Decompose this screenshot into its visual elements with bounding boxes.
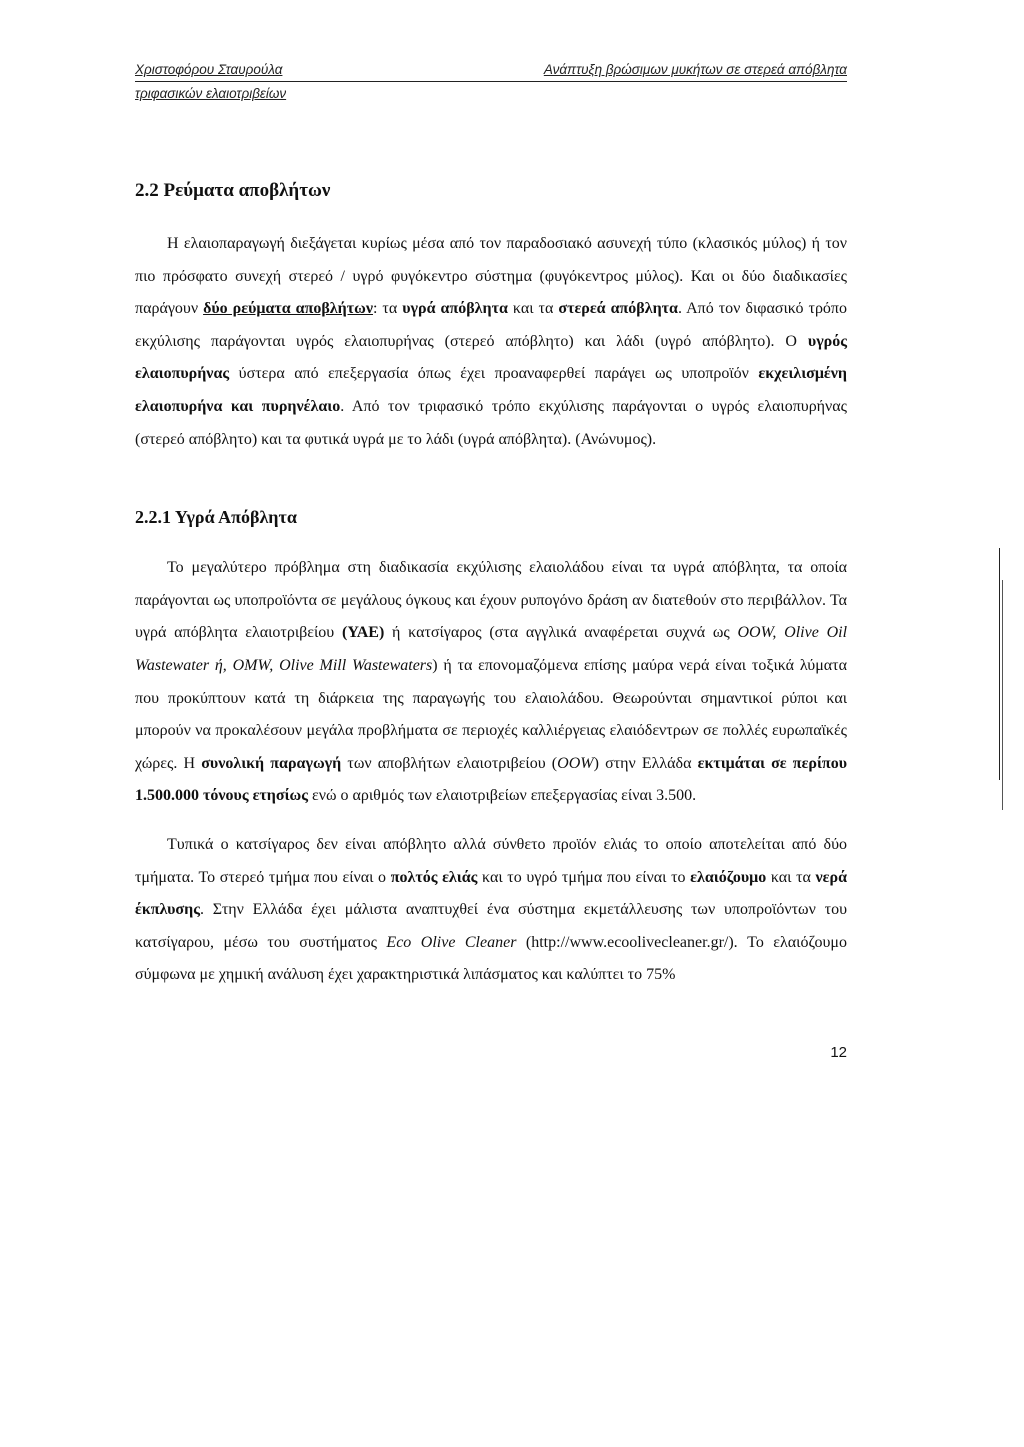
header-author: Χριστοφόρου Σταυρούλα [135,62,283,77]
margin-line [999,548,1000,780]
page-header [135,60,847,104]
document-body [135,176,847,992]
paragraph-liquid-waste: Το μεγαλύτερο πρόβλημα στη διαδικασία εκχύλισης ελαιολάδου είναι τα υγρά απόβλητα, τα οποία παράγονται ως υποπροϊόντα σε μεγάλους όγκους και έχουν ρυπογόνο δράση αν διατεθούν στο περιβάλλον. Τα υγρά απόβλητα ελαιοτριβείου (ΥΑΕ) ή κατσίγαρος (στα αγγλικά αναφέρεται συχνά ως OOW, Olive Oil Wastewater ή, OMW, Olive Mill Wastewaters) ή τα επονομαζόμενα επίσης μαύρα νερά είναι τοξικά λύματα που προκύπτουν κατά τη διάρκεια της παραγωγής του ελαιολάδου. Θεωρούνται σημαντικοί ρύποι και μπορούν να προκαλέσουν μεγάλα προβλήματα σε περιοχές καλλιέργειας ελαιόδεντρων σε πολλές ευρωπαϊκές χώρες. Η συνολική παραγωγή των αποβλήτων ελαιοτριβείου (OOW) στην Ελλάδα εκτιμάται σε περίπου 1.500.000 τόνους ετησίως ενώ ο αριθμός των ελαιοτριβείων επεξεργασίας είναι 3.500. [135,559,848,805]
paragraph-katsigaros: Τυπικά ο κατσίγαρος δεν είναι απόβλητο αλλά σύνθετο προϊόν ελιάς το οποίο αποτελείται από δύο τμήματα. Το στερεό τμήμα που είναι ο πολτός ελιάς και το υγρό τμήμα που είναι το ελαιόζουμο και τα νερά έκπλυσης. Στην Ελλάδα έχει μάλιστα αναπτυχθεί ένα σύστημα εκμετάλλευσης των υποπροϊόντων του κατσίγαρου, μέσω του συστήματος Eco Olive Cleaner (http://www.ecoolivecleaner.gr/). Το ελαιόζουμο σύμφωνα με χημική ανάλυση έχει χαρακτηριστικά λιπάσματος και καλύπτει το 75% [135,835,847,984]
page-number: 12 [830,1044,847,1061]
margin-line-secondary [1002,580,1003,810]
section-heading: 2.2 Ρεύματα αποβλήτων [135,180,331,201]
header-author-cont: τριφασικών ελαιοτριβείων [135,86,287,101]
subsection-heading: 2.2.1 Υγρά Απόβλητα [135,507,297,528]
header-title: Ανάπτυξη βρώσιμων μυκήτων σε στερεά απόβλητα [543,62,847,77]
paragraph-waste-streams: Η ελαιοπαραγωγή διεξάγεται κυρίως μέσα από τον παραδοσιακό ασυνεχή τύπο (κλασικός μύλος) ή τον πιο πρόσφατο συνεχή στερεό / υγρό φυγόκεντρο σύστημα (φυγόκεντρος μύλος). Και οι δύο διαδικασίες παράγουν δύο ρεύματα αποβλήτων: τα υγρά απόβλητα και τα στερεά απόβλητα. Από τον διφασικό τρόπο εκχύλισης παράγονται υγρός ελαιοπυρήνας (στερεό απόβλητο) και λάδι (υγρό απόβλητο). Ο υγρός ελαιοπυρήνας ύστερα από επεξεργασία όπως έχει προαναφερθεί παράγει ως υποπροϊόν εκχειλισμένη ελαιοπυρήνα και πυρηνέλαιο. Από τον τριφασικό τρόπο εκχύλισης παράγονται ο υγρός ελαιοπυρήνας (στερεό απόβλητο) και τα φυτικά υγρά με το λάδι (υγρά απόβλητα). (Ανώνυμος). [135,235,848,448]
